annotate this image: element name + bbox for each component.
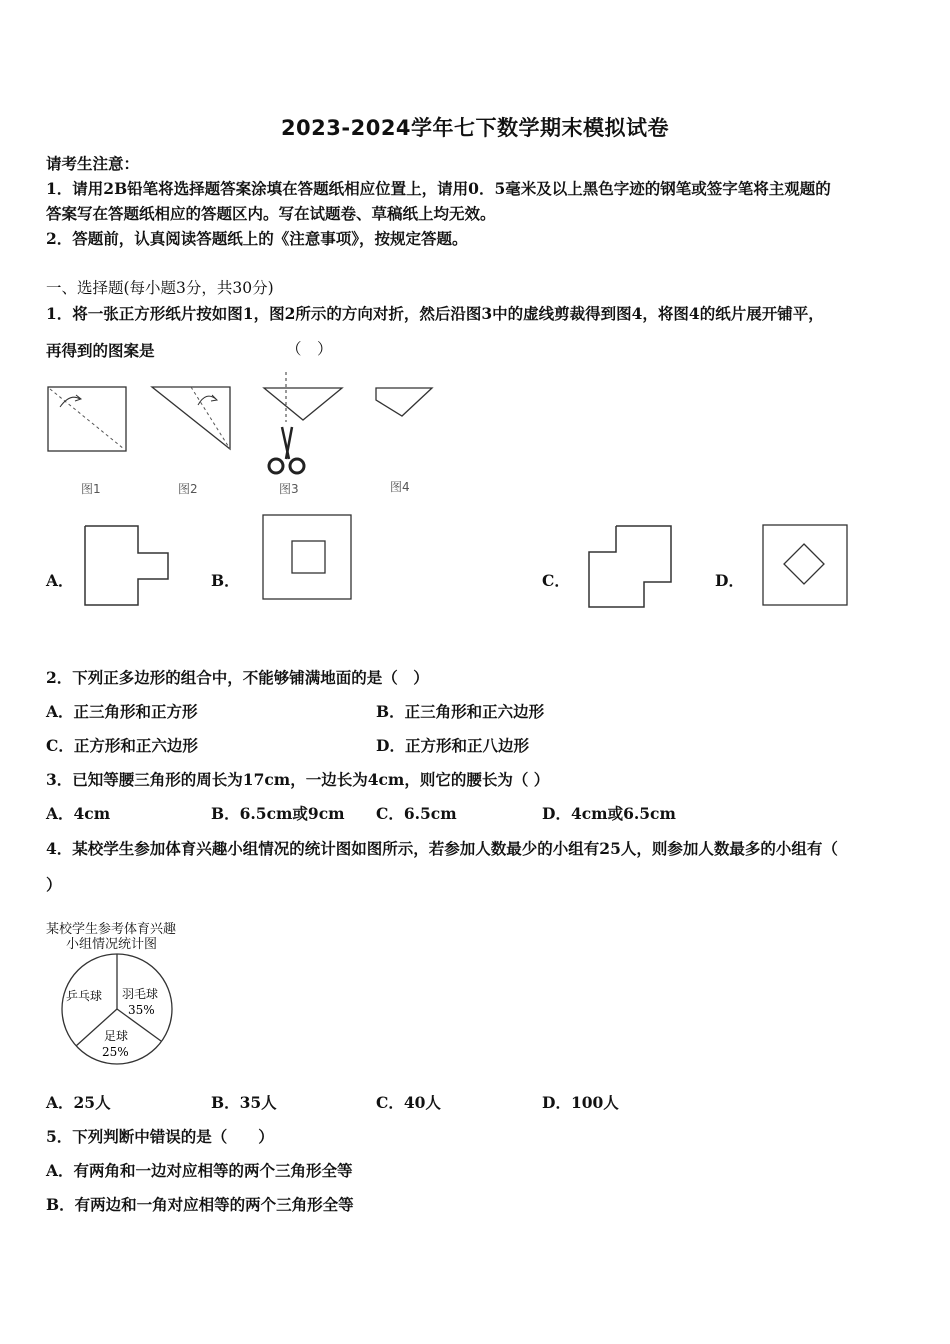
pie-chart-title-2: 小组情况统计图 bbox=[66, 937, 158, 952]
q4-stem-line-2: ） bbox=[46, 875, 62, 894]
q2-option-d[interactable]: D．正方形和正八边形 bbox=[376, 736, 529, 755]
q1-caption-4: 图4 bbox=[390, 480, 410, 494]
q1-option-a-label[interactable]: A． bbox=[46, 571, 74, 590]
pie-slice-label-badminton: 羽毛球 bbox=[122, 987, 159, 1001]
notice-line-2: 答案写在答题纸相应的答题区内。写在试题卷、草稿纸上均无效。 bbox=[46, 204, 496, 223]
pie-chart-title-1: 某校学生参考体育兴趣 bbox=[46, 922, 177, 937]
q5-option-b[interactable]: B．有两边和一角对应相等的两个三角形全等 bbox=[46, 1195, 354, 1214]
notice-line-3: 2．答题前，认真阅读答题纸上的《注意事项》，按规定答题。 bbox=[46, 229, 468, 248]
q2-stem: 2．下列正多边形的组合中，不能够铺满地面的是（ ） bbox=[46, 668, 429, 687]
q1-figure-4 bbox=[374, 386, 436, 422]
q1-caption-2: 图2 bbox=[178, 482, 198, 496]
pie-slice-label-pingpong: 乒乓球 bbox=[66, 989, 103, 1003]
q4-option-d[interactable]: D．100人 bbox=[542, 1093, 619, 1112]
q2-option-c[interactable]: C．正方形和正六边形 bbox=[46, 736, 198, 755]
pie-slice-value-football: 25% bbox=[102, 1045, 129, 1059]
q3-option-b[interactable]: B．6.5cm或9cm bbox=[211, 804, 345, 823]
q2-option-b[interactable]: B．正三角形和正六边形 bbox=[376, 702, 545, 721]
q3-option-d[interactable]: D．4cm或6.5cm bbox=[542, 804, 676, 823]
pie-chart bbox=[58, 952, 176, 1066]
q3-stem: 3．已知等腰三角形的周长为17cm，一边长为4cm，则它的腰长为（ ） bbox=[46, 770, 550, 789]
pie-slice-label-football: 足球 bbox=[104, 1029, 129, 1043]
q1-option-c-figure[interactable] bbox=[588, 525, 674, 609]
q3-option-a[interactable]: A．4cm bbox=[46, 804, 111, 823]
q5-option-a[interactable]: A．有两角和一边对应相等的两个三角形全等 bbox=[46, 1161, 353, 1180]
q1-stem-line-2: 再得到的图案是 bbox=[46, 341, 155, 360]
q1-option-d-figure[interactable] bbox=[762, 524, 850, 608]
q1-option-b-figure[interactable] bbox=[262, 514, 354, 602]
q1-stem-line-1: 1．将一张正方形纸片按如图1，图2所示的方向对折，然后沿图3中的虚线剪裁得到图4，将图4的纸片展开铺平， bbox=[46, 304, 824, 323]
q1-answer-paren: （ ） bbox=[286, 340, 333, 358]
q4-option-c[interactable]: C．40人 bbox=[376, 1093, 441, 1112]
q1-figure-3 bbox=[262, 372, 346, 482]
scissors-icon bbox=[269, 427, 304, 473]
q2-option-a[interactable]: A．正三角形和正方形 bbox=[46, 702, 198, 721]
notice-heading: 请考生注意： bbox=[46, 154, 140, 173]
q1-figure-1 bbox=[46, 385, 128, 455]
q1-option-c-label[interactable]: C． bbox=[542, 571, 570, 590]
q4-option-b[interactable]: B．35人 bbox=[211, 1093, 277, 1112]
q5-stem: 5．下列判断中错误的是（ ） bbox=[46, 1127, 274, 1146]
section-heading: 一、选择题(每小题3分，共30分) bbox=[46, 279, 274, 297]
q1-caption-3: 图3 bbox=[279, 482, 299, 496]
page-title: 2023-2024学年七下数学期末模拟试卷 bbox=[280, 116, 670, 140]
q3-option-c[interactable]: C．6.5cm bbox=[376, 804, 457, 823]
q1-option-b-label[interactable]: B． bbox=[211, 571, 240, 590]
q1-option-a-figure[interactable] bbox=[84, 525, 172, 609]
q1-figure-2 bbox=[150, 385, 234, 455]
q1-caption-1: 图1 bbox=[81, 482, 101, 496]
q4-option-a[interactable]: A．25人 bbox=[46, 1093, 111, 1112]
q4-stem-line-1: 4．某校学生参加体育兴趣小组情况的统计图如图所示，若参加人数最少的小组有25人，则参加人数最多的小组有（ bbox=[46, 839, 838, 858]
pie-slice-value-badminton: 35% bbox=[128, 1003, 155, 1017]
q1-option-d-label[interactable]: D． bbox=[715, 571, 744, 590]
notice-line-1: 1．请用2B铅笔将选择题答案涂填在答题纸相应位置上，请用0．5毫米及以上黑色字迹的钢笔或签字笔将主观题的 bbox=[46, 179, 831, 198]
